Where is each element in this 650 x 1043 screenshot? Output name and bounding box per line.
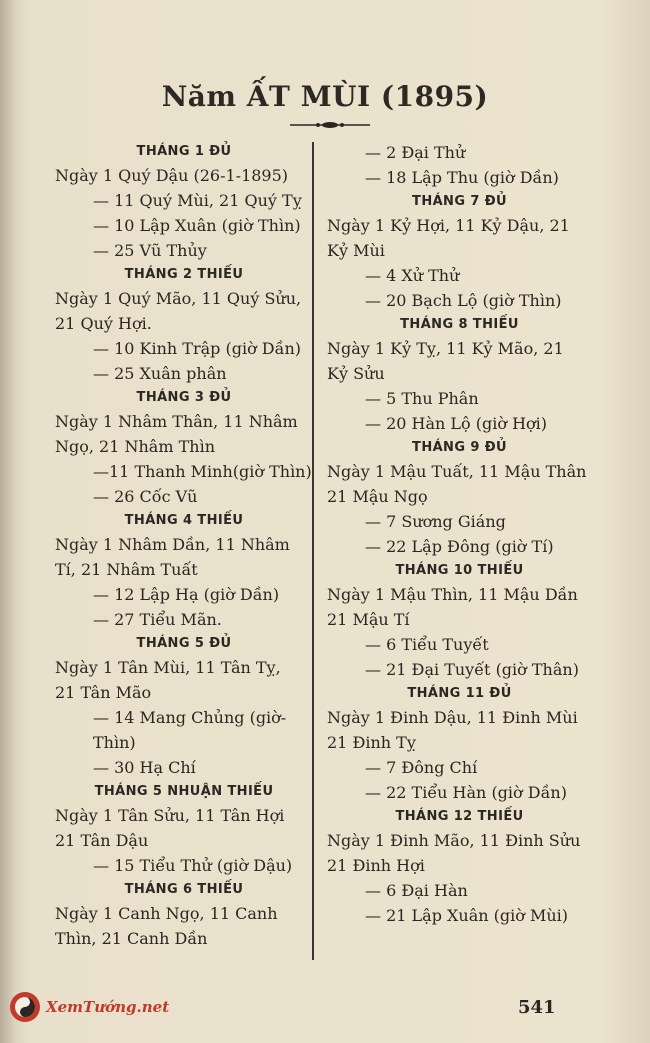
solar-term-line: — 7 Đông Chí [365, 758, 478, 777]
month-heading: THÁNG 4 THIẾU [124, 513, 244, 528]
month-heading: THÁNG 9 ĐỦ [412, 440, 507, 455]
day-line: 21 Tân Mão [55, 683, 152, 702]
solar-term-line: — 11 Quý Mùi, 21 Quý Tỵ [93, 191, 302, 210]
day-line: Ngày 1 Quý Mão, 11 Quý Sửu, [55, 289, 302, 308]
month-heading: THÁNG 11 ĐỦ [407, 686, 512, 701]
day-line: Ngày 1 Nhâm Thân, 11 Nhâm [55, 412, 298, 431]
day-line: 21 Đinh Tỵ [327, 733, 416, 752]
solar-term-line: — 4 Xử Thử [365, 266, 460, 285]
month-heading: THÁNG 5 NHUẬN THIẾU [94, 784, 274, 799]
day-line: Ngày 1 Đinh Mão, 11 Đinh Sửu [327, 831, 581, 850]
day-line: Ngày 1 Kỷ Hợi, 11 Kỷ Dậu, 21 [327, 216, 570, 235]
day-line: Ngày 1 Tân Sửu, 11 Tân Hợi [55, 806, 285, 825]
solar-term-line: — 6 Tiểu Tuyết [365, 635, 489, 654]
month-heading: THÁNG 12 THIẾU [395, 809, 524, 824]
month-heading: THÁNG 10 THIẾU [395, 563, 524, 578]
day-line: 21 Quý Hợi. [55, 314, 152, 333]
page-spine-shadow [0, 0, 14, 1043]
month-heading: THÁNG 1 ĐỦ [136, 144, 232, 159]
solar-term-line: —11 Thanh Minh(giờ Thìn) [93, 462, 312, 481]
day-line: 21 Mậu Tí [327, 610, 410, 629]
solar-term-line: — 18 Lập Thu (giờ Dần) [365, 168, 559, 187]
logo-text: XemTướng.net [46, 998, 170, 1016]
month-heading: THÁNG 5 ĐỦ [136, 636, 232, 651]
day-line: 21 Tân Dậu [55, 831, 149, 850]
left-column [55, 140, 313, 951]
site-logo[interactable] [10, 990, 180, 1026]
right-column [327, 140, 592, 928]
day-line: Thìn, 21 Canh Dần [55, 929, 208, 948]
solar-term-line: — 21 Lập Xuân (giờ Mùi) [365, 906, 569, 925]
solar-term-line: — 6 Đại Hàn [365, 881, 468, 900]
solar-term-line: — 5 Thu Phân [365, 389, 479, 408]
solar-term-line: — 12 Lập Hạ (giờ Dần) [93, 585, 280, 604]
month-heading: THÁNG 6 THIẾU [124, 882, 244, 897]
solar-term-line: — 10 Kinh Trập (giờ Dần) [93, 339, 301, 358]
title-ornament [290, 120, 370, 130]
day-line: Kỷ Mùi [327, 241, 385, 260]
day-line: Ngày 1 Canh Ngọ, 11 Canh [55, 904, 278, 923]
day-line: Kỷ Sửu [327, 364, 385, 383]
solar-term-line: — 14 Mang Chủng (giờ- [93, 708, 287, 727]
day-line: Ngày 1 Đinh Dậu, 11 Đinh Mùi [327, 708, 578, 727]
solar-term-line: — 22 Lập Đông (giờ Tí) [365, 537, 554, 556]
solar-term-line: — 21 Đại Tuyết (giờ Thân) [365, 660, 579, 679]
solar-term-line: — 2 Đại Thử [365, 143, 466, 162]
day-line: Tí, 21 Nhâm Tuất [55, 560, 198, 579]
solar-term-line: — 10 Lập Xuân (giờ Thìn) [93, 216, 301, 235]
column-divider [312, 142, 314, 960]
day-line: Ngày 1 Kỷ Tỵ, 11 Kỷ Mão, 21 [327, 339, 564, 358]
page-title: Năm ẤT MÙI (1895) [161, 80, 489, 113]
yin-yang-icon [10, 992, 40, 1022]
month-heading: THÁNG 8 THIẾU [400, 317, 519, 332]
month-heading: THÁNG 3 ĐỦ [136, 390, 232, 405]
solar-term-line: — 20 Hàn Lộ (giờ Hợi) [365, 414, 548, 433]
solar-term-line: — 25 Xuân phân [93, 364, 227, 383]
solar-term-line: — 26 Cốc Vũ [93, 487, 198, 506]
day-line: Ngày 1 Mậu Thìn, 11 Mậu Dần [327, 585, 578, 604]
month-heading: THÁNG 2 THIẾU [124, 267, 244, 282]
solar-term-line: — 27 Tiểu Mãn. [93, 610, 222, 629]
day-line: Ngày 1 Mậu Tuất, 11 Mậu Thân [327, 462, 587, 481]
day-line: Ngọ, 21 Nhâm Thìn [55, 437, 215, 456]
day-line: Ngày 1 Nhâm Dần, 11 Nhâm [55, 535, 290, 554]
day-line: Ngày 1 Quý Dậu (26-1-1895) [55, 166, 289, 185]
solar-term-line: — 25 Vũ Thủy [93, 241, 207, 260]
solar-term-line: Thìn) [93, 733, 136, 752]
solar-term-line: — 20 Bạch Lộ (giờ Thìn) [365, 291, 562, 310]
month-heading: THÁNG 7 ĐỦ [412, 194, 507, 209]
day-line: 21 Mậu Ngọ [327, 487, 428, 506]
day-line: 21 Đinh Hợi [327, 856, 425, 875]
solar-term-line: — 7 Sương Giáng [365, 512, 506, 531]
solar-term-line: — 15 Tiểu Thử (giờ Dậu) [93, 856, 293, 875]
day-line: Ngày 1 Tân Mùi, 11 Tân Tỵ, [55, 658, 281, 677]
solar-term-line: — 30 Hạ Chí [93, 758, 196, 777]
page-number: 541 [518, 997, 556, 1018]
solar-term-line: — 22 Tiểu Hàn (giờ Dần) [365, 783, 567, 802]
